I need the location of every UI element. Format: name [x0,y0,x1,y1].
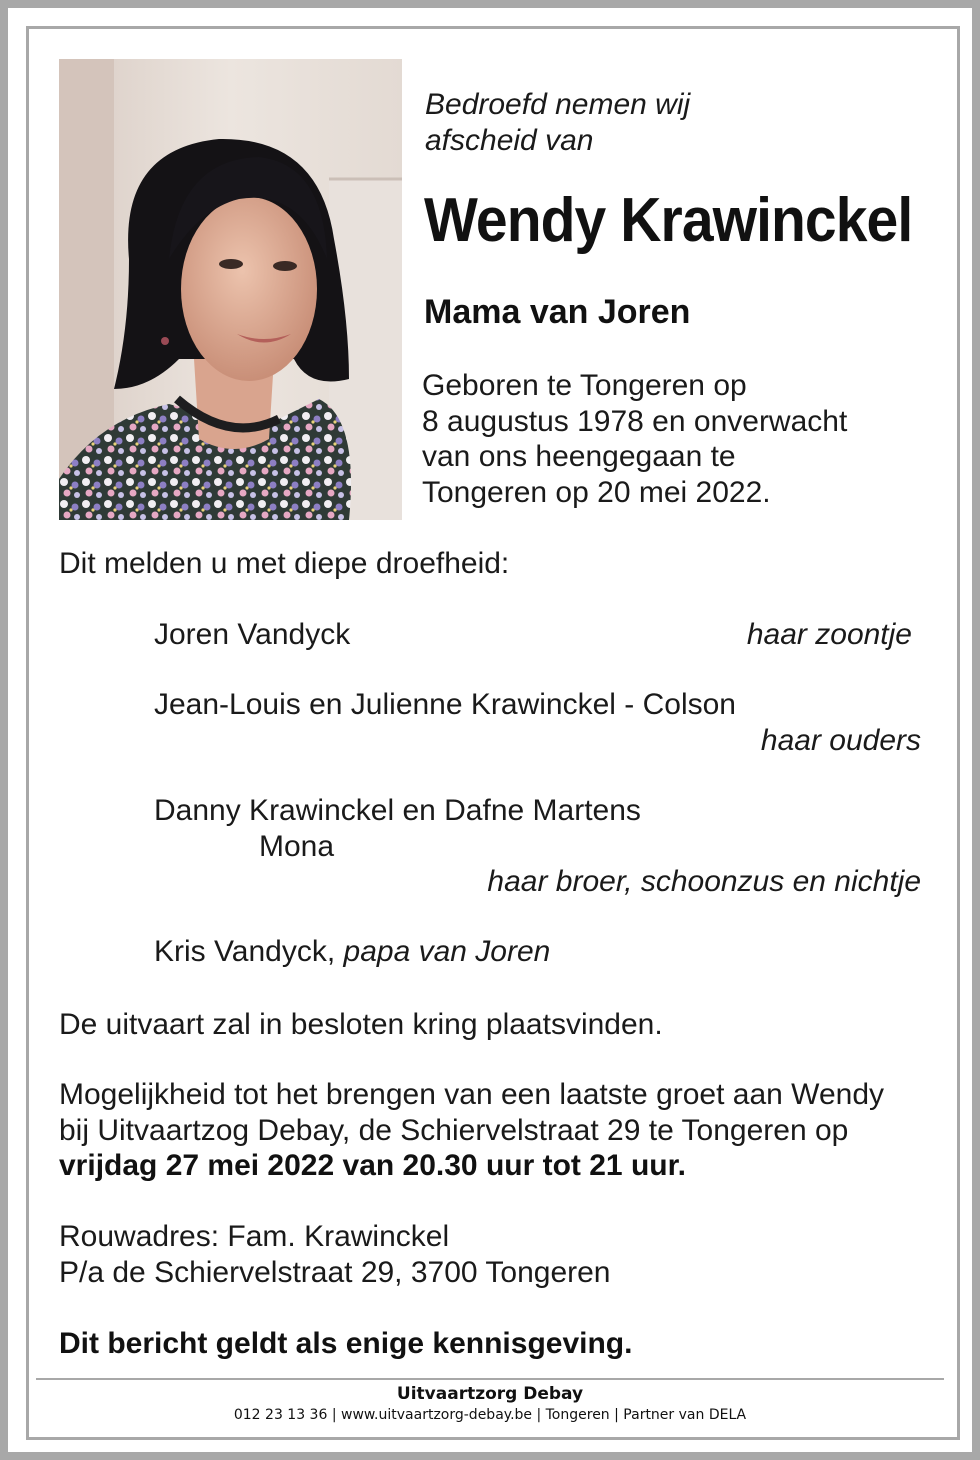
funeral-text: De uitvaart zal in besloten kring plaatsvinden. [59,1008,663,1041]
portrait-photo [59,59,402,520]
family-name: Joren Vandyck [154,618,351,651]
family-child-name: Mona [259,830,335,863]
family-name: Danny Krawinckel en Dafne Martens [154,794,641,827]
family-relation: haar ouders [760,724,921,757]
mourning-address: Rouwadres: Fam. Krawinckel [59,1220,450,1253]
family-relation: haar zoontje [746,618,912,651]
intro-line: afscheid van [425,124,594,157]
notice-text: Dit bericht geldt als enige kennisgeving. [59,1327,633,1360]
birth-line: Geboren te Tongeren op [422,369,747,402]
visit-line: Mogelijkheid tot het brengen van een laatste groet aan Wendy [59,1078,884,1111]
visit-date: vrijdag 27 mei 2022 van 20.30 uur tot 21 uur. [59,1149,686,1182]
family-father [154,934,550,970]
family-name: Kris Vandyck, [154,935,336,968]
birth-details [422,368,847,510]
funeral-home-contact: 012 23 13 36 | www.uitvaartzorg-debay.be | Tongeren | Partner van DELA [233,1407,747,1423]
family-relation: haar broer, schoonzus en nichtje [487,865,921,898]
birth-line: Tongeren op 20 mei 2022. [422,475,771,509]
footer-divider [36,1378,944,1380]
family-name: Jean-Louis en Julienne Krawinckel - Colson [154,688,736,721]
announcement-line: Dit melden u met diepe droefheid: [59,547,510,580]
intro-text [425,87,690,159]
mourning-address: P/a de Schiervelstraat 29, 3700 Tongeren [59,1256,611,1289]
deceased-subtitle: Mama van Joren [424,293,691,331]
family-relation: papa van Joren [343,935,551,968]
deceased-name: Wendy Krawinckel [424,186,913,255]
funeral-home-name: Uitvaartzorg Debay [396,1384,584,1404]
birth-line: van ons heengegaan te [422,440,736,473]
birth-line: 8 augustus 1978 en onverwacht [422,404,848,438]
visit-line: bij Uitvaartzog Debay, de Schiervelstraat 29 te Tongeren op [59,1114,849,1147]
intro-line: Bedroefd nemen wij [425,88,691,121]
